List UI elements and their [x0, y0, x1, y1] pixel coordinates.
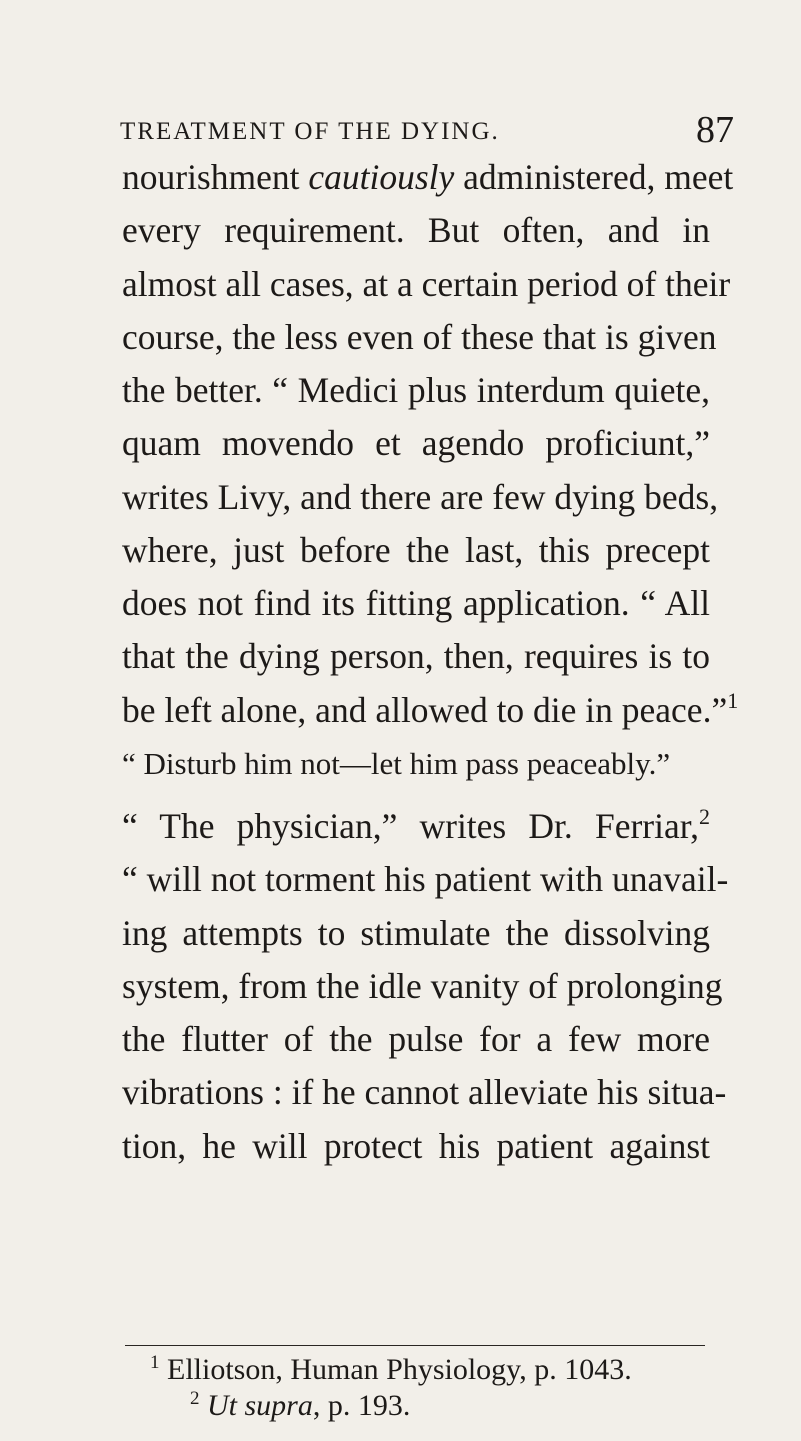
running-title: TREATMENT OF THE DYING. [120, 118, 500, 145]
page-number: 87 [696, 109, 734, 151]
footnotes [150, 1352, 710, 1424]
footnote-divider [125, 1345, 705, 1346]
text-line: almost all cases, at a certain period of their [122, 263, 731, 304]
text-line: quam movendo et agendo proficiunt,” [122, 423, 710, 464]
text-line: the flutter of the pulse for a few more [122, 1019, 710, 1059]
footnote-marker: 1 [150, 1352, 160, 1373]
text-line: ing attempts to stimulate the dissolving [122, 912, 710, 953]
italic-word: cautiously [308, 157, 455, 197]
text-line: does not find its fitting application. “ All [122, 583, 710, 623]
footnote-ref-2: 2 [699, 804, 710, 829]
text-line: nourishment cautiously administered, meet [122, 157, 734, 197]
text-line: the better. “ Medici plus interdum quiete, [122, 370, 710, 410]
text-line: system, from the idle vanity of prolonging [122, 965, 723, 1006]
text-line: where, just before the last, this precept [122, 529, 710, 570]
text-line: that the dying person, then, requires is to [122, 636, 710, 677]
text-line: course, the less even of these that is given [122, 316, 717, 357]
text-line: vibrations : if he cannot alleviate his situa- [122, 1072, 727, 1113]
block-quote: “ Disturb him not—let him pass peaceably.” [122, 745, 671, 781]
footnote-1: $^1$ Elliotson, Human Physiology, p. 1043. [150, 1352, 632, 1386]
footnote-2: $^2$ Ut supra, p. 193. [190, 1388, 411, 1422]
text-line: writes Livy, and there are few dying beds, [122, 476, 719, 517]
body-text [122, 151, 739, 1173]
text-line: “ The physician,” writes Dr. Ferriar,$^2$ [122, 804, 710, 846]
running-head [120, 109, 734, 152]
footnote-marker: 2 [190, 1388, 200, 1409]
footnote-ref-1: 1 [727, 687, 739, 713]
text-line: tion, he will protect his patient against [122, 1125, 710, 1166]
text-line: “ will not torment his patient with unavail- [122, 859, 729, 900]
text-line: every requirement. But often, and in [122, 210, 710, 251]
text-line: be left alone, and allowed to die in peace.”$^1$ [122, 687, 739, 730]
